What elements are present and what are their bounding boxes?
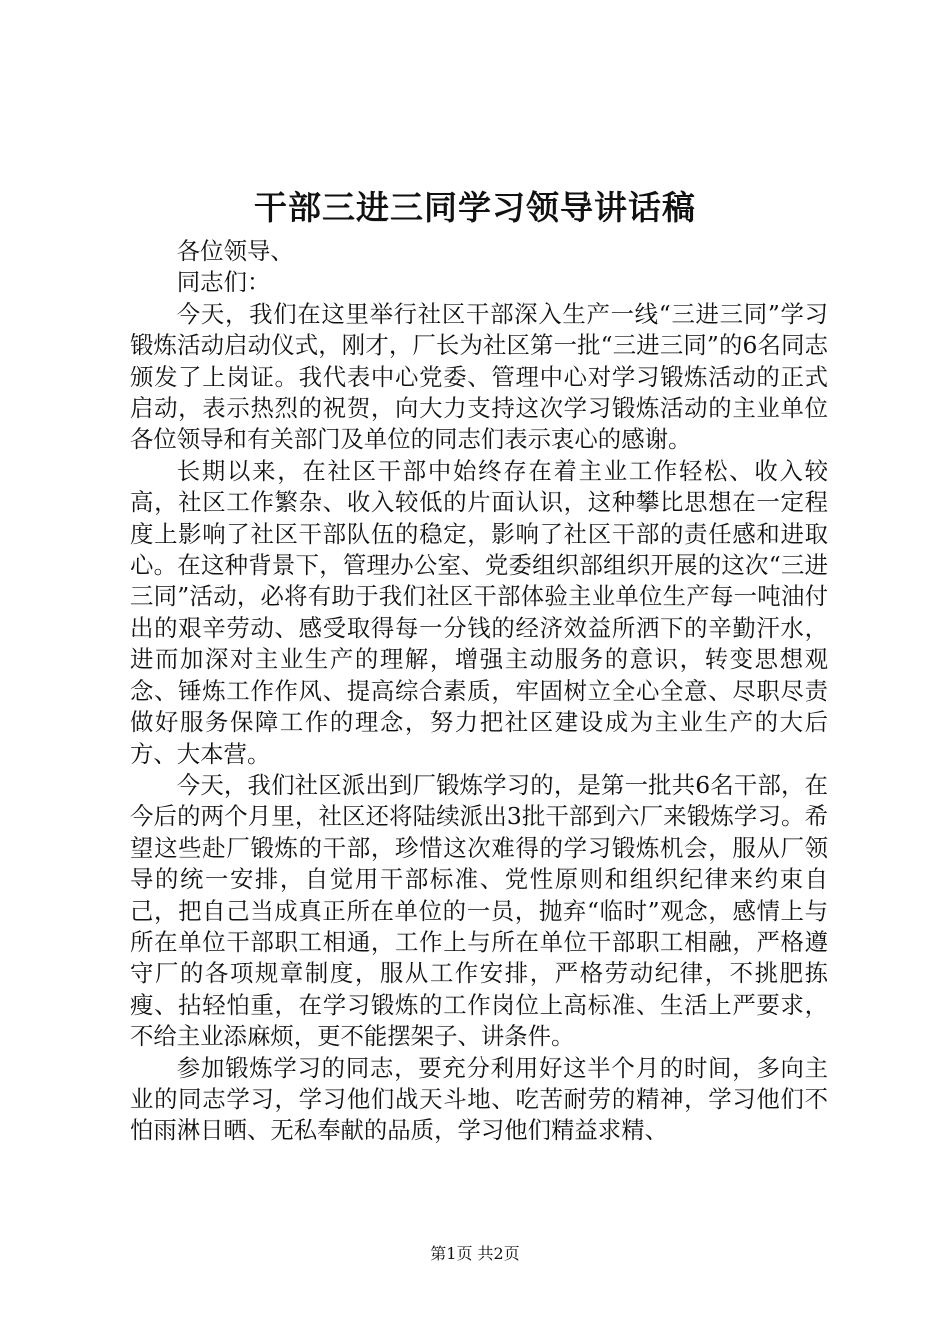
page-indicator: 第1页 共2页	[430, 1244, 520, 1263]
document-title: 干部三进三同学习领导讲话稿	[254, 188, 696, 227]
body-paragraph: 今天，我们社区派出到厂锻炼学习的，是第一批共6名干部，在今后的两个月里，社区还将陆续派出3批干部到六厂来锻炼学习。希望这些赴厂锻炼的干部，珍惜这次难得的学习锻炼机会，服从厂领导的统一安排，自觉用干部标准、党性原则和组织纪律来约束自己，把自己当成真正所在单位的一员，抛弃“临时”观念，感情上与所在单位干部职工相通，工作上与所在单位干部职工相融，严格遵守厂的各项规章制度，服从工作安排，严格劳动纪律，不挑肥拣瘦、拈轻怕重，在学习锻炼的工作岗位上高标准、生活上严要求，不给主业添麻烦，更不能摆架子、讲条件。	[130, 770, 828, 1051]
salutation-line: 同志们：	[176, 268, 271, 297]
body-paragraph: 参加锻炼学习的同志，要充分利用好这半个月的时间，多向主业的同志学习，学习他们战天斗地、吃苦耐劳的精神，学习他们不怕雨淋日晒、无私奉献的品质，学习他们精益求精、	[130, 1053, 828, 1145]
document-body	[130, 236, 828, 1147]
body-paragraph: 长期以来，在社区干部中始终存在着主业工作轻松、收入较高，社区工作繁杂、收入较低的片面认识，这种攀比思想在一定程度上影响了社区干部队伍的稳定，影响了社区干部的责任感和进取心。在这种背景下，管理办公室、党委组织部组织开展的这次“三进三同”活动，必将有助于我们社区干部体验主业单位生产每一吨油付出的艰辛劳动、感受取得每一分钱的经济效益所洒下的辛勤汗水，进而加深对主业生产的理解，增强主动服务的意识，转变思想观念、锤炼工作作风、提高综合素质，牢固树立全心全意、尽职尽责做好服务保障工作的理念，努力把社区建设成为主业生产的大后方、大本营。	[130, 456, 828, 768]
body-paragraph: 今天，我们在这里举行社区干部深入生产一线“三进三同”学习锻炼活动启动仪式，刚才，厂长为社区第一批“三进三同”的6名同志颁发了上岗证。我代表中心党委、管理中心对学习锻炼活动的正式启动，表示热烈的祝贺，向大力支持这次学习锻炼活动的主业单位各位领导和有关部门及单位的同志们表示衷心的感谢。	[130, 299, 828, 454]
salutation-line: 各位领导、	[176, 237, 294, 265]
page-footer	[0, 1243, 950, 1265]
